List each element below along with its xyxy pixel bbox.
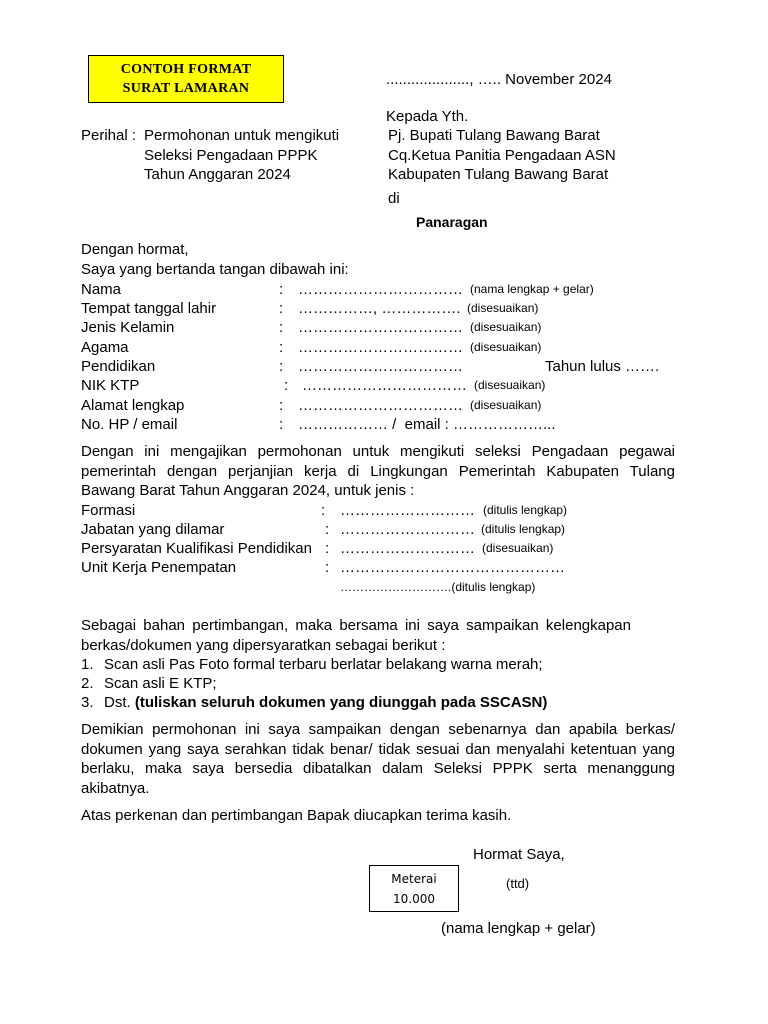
date-line: ...................., ….. November 2024 xyxy=(386,71,612,88)
intro-line: Saya yang bertanda tangan dibawah ini: xyxy=(81,261,349,278)
field-colon: : xyxy=(279,358,284,375)
job-field-dots: ……………………… xyxy=(340,521,475,538)
list-number: 1. xyxy=(81,656,94,673)
list-item-prefix: Dst. xyxy=(104,694,135,711)
field-colon: : xyxy=(279,281,284,298)
field-dots: …………………………… xyxy=(298,397,463,414)
paragraph-documents: Sebagai bahan pertimbangan, maka bersama ini saya sampaikan kelengkapan berkas/dokumen yang dipersyaratkan sebagai berikut : xyxy=(81,617,631,654)
recipient-di: di xyxy=(388,190,400,207)
job-field-dots: ……………………… xyxy=(340,502,475,519)
field-note: (disesuaikan) xyxy=(467,301,539,315)
field-note: (nama lengkap + gelar) xyxy=(470,282,594,296)
field-dots: ……………, ……………. xyxy=(298,300,461,317)
field-colon: : xyxy=(279,319,284,336)
meterai-stamp-box xyxy=(369,865,459,912)
signature-hormat: Hormat Saya, xyxy=(473,846,565,863)
job-field-note: (ditulis lengkap) xyxy=(483,503,568,517)
meterai-value: 10.000 xyxy=(393,892,435,906)
field-dots: …………………………… xyxy=(298,319,463,336)
list-number: 2. xyxy=(81,675,94,692)
recipient-line-1: Pj. Bupati Tulang Bawang Barat xyxy=(388,127,600,144)
perihal-line-1: Permohonan untuk mengikuti xyxy=(144,127,340,144)
list-item-bold: (tuliskan seluruh dokumen yang diunggah pada SSCASN) xyxy=(134,694,548,711)
job-field-label: Persyaratan Kualifikasi Pendidikan xyxy=(81,540,312,557)
field-colon: : xyxy=(279,300,284,317)
field-label: Agama xyxy=(81,339,129,356)
job-field-dots: ……………………………………… xyxy=(340,559,565,576)
field-colon: : xyxy=(279,397,284,414)
field-colon: : xyxy=(279,339,284,356)
job-field-colon: : xyxy=(325,540,330,557)
field-dots: …………………………… xyxy=(298,339,463,356)
job-field-note: (disesuaikan) xyxy=(482,541,554,555)
field-dots: …………………………… xyxy=(298,358,463,375)
recipient-line-3: Kabupaten Tulang Bawang Barat xyxy=(388,166,609,183)
recipient-kepada: Kepada Yth. xyxy=(386,108,469,125)
email-field: / email : ………………... xyxy=(388,416,556,433)
field-label: No. HP / email xyxy=(81,416,178,433)
list-item: Scan asli Pas Foto formal terbaru berlatar belakang warna merah; xyxy=(104,656,543,673)
field-note: (disesuaikan) xyxy=(470,340,542,354)
field-label: NIK KTP xyxy=(81,377,140,394)
paragraph-statement: Demikian permohonan ini saya sampaikan dengan sebenarnya dan apabila berkas/ dokumen yang saya serahkan tidak benar/ tidak sesuai dan menyalahi ketentuan yang berlaku, maka saya bersedia dibatalkan dalam Seleksi PPPK serta menanggung akibatnya. xyxy=(81,721,675,797)
paragraph-application: Dengan ini mengajikan permohonan untuk mengikuti seleksi Pengadaan pegawai pemerintah dengan perjanjian kerja di Lingkungan Pemerintah Kabupaten Tulang Bawang Barat Tahun Anggaran 2024, untuk jenis : xyxy=(81,443,675,499)
field-note: (disesuaikan) xyxy=(470,398,542,412)
closing-line: Atas perkenan dan pertimbangan Bapak diucapkan terima kasih. xyxy=(81,807,512,824)
field-label: Pendidikan xyxy=(81,358,156,375)
signature-ttd: (ttd) xyxy=(506,876,530,891)
graduation-year: Tahun lulus ……. xyxy=(545,358,660,375)
field-dots: …………………………… xyxy=(302,377,467,394)
greeting: Dengan hormat, xyxy=(81,241,189,258)
job-field-dots: ……………………… xyxy=(340,540,475,557)
job-field-colon: : xyxy=(325,521,330,538)
list-item xyxy=(104,693,547,713)
field-note: (disesuaikan) xyxy=(474,378,546,392)
field-colon: : xyxy=(279,416,284,433)
field-dots: ……………… xyxy=(298,416,388,433)
document-title-box xyxy=(88,55,284,103)
perihal-line-2: Seleksi Pengadaan PPPK xyxy=(144,147,318,164)
recipient-place: Panaragan xyxy=(416,214,488,230)
job-field-colon: : xyxy=(321,502,326,519)
perihal-line-3: Tahun Anggaran 2024 xyxy=(144,166,291,183)
job-field-label: Unit Kerja Penempatan xyxy=(81,559,237,576)
field-dots: …………………………… xyxy=(298,281,463,298)
title-line-1: CONTOH FORMAT xyxy=(120,62,252,77)
perihal-label: Perihal : xyxy=(81,127,137,144)
field-label: Jenis Kelamin xyxy=(81,319,175,336)
signature-name: (nama lengkap + gelar) xyxy=(441,920,596,937)
unit-kerja-continuation: ……………………….(ditulis lengkap) xyxy=(340,580,536,594)
job-field-label: Formasi xyxy=(81,502,136,519)
job-field-note: (ditulis lengkap) xyxy=(481,522,566,536)
field-note: (disesuaikan) xyxy=(470,320,542,334)
field-colon: : xyxy=(284,377,289,394)
job-field-colon: : xyxy=(325,559,330,576)
title-line-2: SURAT LAMARAN xyxy=(122,81,250,96)
field-label: Alamat lengkap xyxy=(81,397,185,414)
job-field-label: Jabatan yang dilamar xyxy=(81,521,225,538)
list-item: Scan asli E KTP; xyxy=(104,675,217,692)
recipient-line-2: Cq.Ketua Panitia Pengadaan ASN xyxy=(388,147,616,164)
field-label: Nama xyxy=(81,281,122,298)
meterai-label: Meterai xyxy=(391,872,437,886)
field-label: Tempat tanggal lahir xyxy=(81,300,217,317)
list-number: 3. xyxy=(81,694,94,711)
